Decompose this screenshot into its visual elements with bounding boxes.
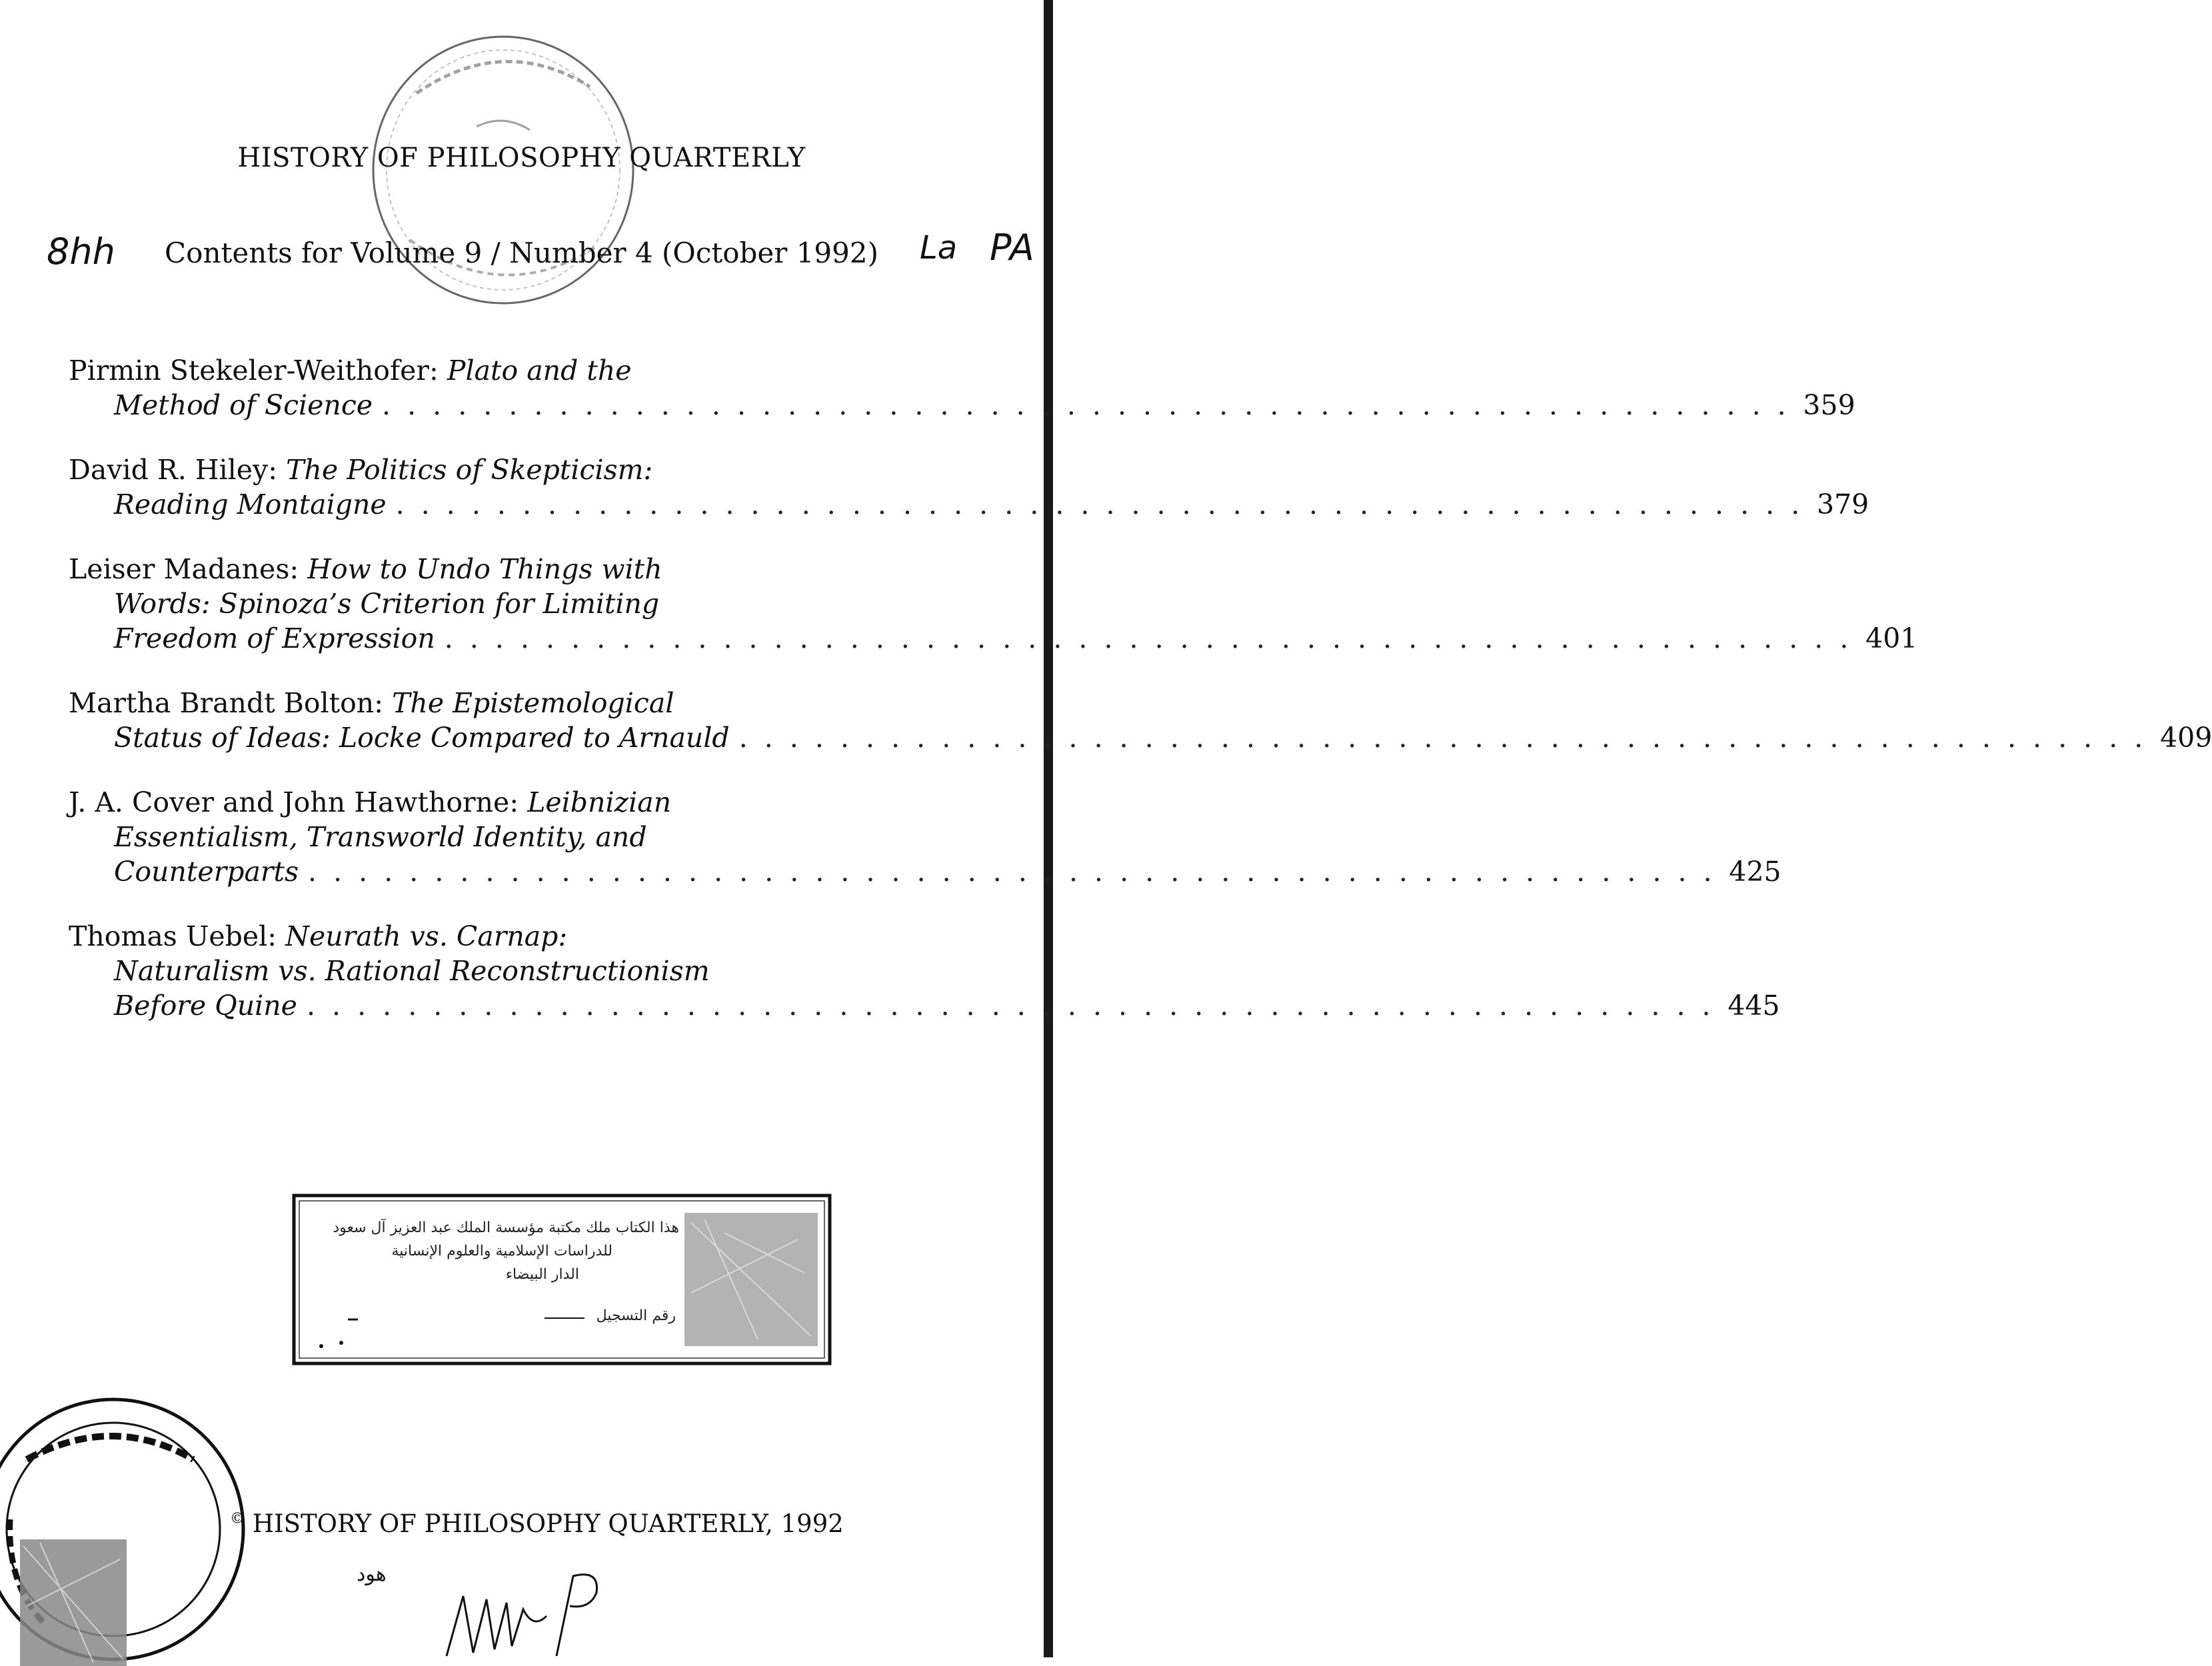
toc-first-line <box>69 686 982 720</box>
article-title-part: The Epistemological <box>392 687 674 719</box>
article-title-part: Method of Science <box>114 389 373 421</box>
dot-leader: . . . . . . . . . . . . . . . . . . . . . . . . . . . . . . . . . . . . . . . . . . . . . . . . . . . . . . . . <box>738 722 2147 754</box>
article-title-part: The Politics of Skepticism: <box>286 454 653 486</box>
page-number: 445 <box>1727 990 1780 1022</box>
article-author: Thomas Uebel: <box>69 920 277 952</box>
toc-last-line <box>69 487 1869 522</box>
page-number: 425 <box>1729 856 1781 888</box>
toc-last-line <box>69 854 1781 889</box>
stamp-line-2: للدراسات الإسلامية والعلوم الإنسانية <box>391 1243 612 1259</box>
handwritten-annotation-left: 8ℎℎ <box>47 231 115 273</box>
toc-middle-line <box>69 586 982 621</box>
handwritten-arabic-note: هود <box>357 1563 387 1586</box>
toc-entry <box>69 919 1780 1023</box>
article-title-part: Essentialism, Transworld Identity, and <box>114 821 647 853</box>
dot-leader: . . . . . . . . . . . . . . . . . . . . . . . . . . . . . . . . . . . . . . . . . . . . . . . . . . . . . . . . <box>306 990 1715 1022</box>
copyright-symbol: © <box>230 1510 245 1527</box>
toc-middle-line <box>69 954 982 988</box>
article-title-part: Counterparts <box>114 856 299 888</box>
dot-leader: . . . . . . . . . . . . . . . . . . . . . . . . . . . . . . . . . . . . . . . . . . . . . . . . . . . . . . . . <box>444 622 1853 654</box>
toc-last-line <box>69 988 1780 1023</box>
toc-entry <box>69 552 1918 656</box>
page-number: 379 <box>1817 488 1869 520</box>
toc-first-line <box>69 785 982 820</box>
toc-entry <box>69 785 1781 889</box>
article-title-part: Naturalism vs. Rational Reconstructionism <box>114 955 710 987</box>
journal-title: HISTORY OF PHILOSOPHY QUARTERLY <box>237 143 806 173</box>
toc-first-line <box>69 353 982 388</box>
toc-first-line <box>69 919 982 954</box>
toc-middle-line <box>69 820 982 854</box>
article-title-part: Words: Spinoza’s Criterion for Limiting <box>114 588 660 620</box>
toc-first-line <box>69 552 982 586</box>
article-author: Martha Brandt Bolton: <box>69 687 384 719</box>
toc-last-line <box>69 621 1918 656</box>
handwritten-signature <box>433 1569 646 1663</box>
article-title-part: Plato and the <box>447 355 632 387</box>
article-author: Leiser Madanes: <box>69 553 299 585</box>
article-title-part: Reading Montaigne <box>114 488 387 520</box>
circular-library-stamp-bottom <box>0 1386 253 1666</box>
dot-leader: . . . . . . . . . . . . . . . . . . . . . . . . . . . . . . . . . . . . . . . . . . . . . . . . . . . . . . . . <box>382 389 1790 421</box>
stamp-registration-label: رقم التسجيل <box>596 1307 676 1324</box>
dot-leader: . . . . . . . . . . . . . . . . . . . . . . . . . . . . . . . . . . . . . . . . . . . . . . . . . . . . . . . . <box>395 488 1804 520</box>
toc-first-line <box>69 452 982 487</box>
copyright-text: HISTORY OF PHILOSOPHY QUARTERLY, 1992 <box>252 1509 844 1538</box>
page-edge-border <box>1044 0 1053 1657</box>
article-title-part: Status of Ideas: Locke Compared to Arnauld <box>114 722 730 754</box>
stamp-line-3: الدار البيضاء <box>505 1266 579 1283</box>
stamp-line-1: هذا الكتاب ملك مكتبة مؤسسة الملك عبد العزيز آل سعود <box>333 1220 679 1236</box>
handwritten-annotation-right-b: PA <box>990 227 1034 269</box>
toc-entry <box>69 686 2212 755</box>
article-title-part: Neurath vs. Carnap: <box>285 920 568 952</box>
page-number: 409 <box>2160 722 2212 754</box>
contents-heading: Contents for Volume 9 / Number 4 (October 1992) <box>165 237 878 269</box>
article-title-part: Freedom of Expression <box>114 622 435 654</box>
article-author: J. A. Cover and John Hawthorne: <box>69 786 519 818</box>
table-of-contents <box>69 353 2212 1053</box>
toc-last-line <box>69 720 2212 755</box>
article-title-part: Leibnizian <box>527 786 672 818</box>
toc-entry <box>69 452 1869 522</box>
dot-leader: . . . . . . . . . . . . . . . . . . . . . . . . . . . . . . . . . . . . . . . . . . . . . . . . . . . . . . . . <box>308 856 1716 888</box>
page-number: 359 <box>1803 389 1855 421</box>
library-ownership-stamp <box>291 1193 832 1366</box>
article-author: Pirmin Stekeler-Weithofer: <box>69 355 439 387</box>
page-number: 401 <box>1865 622 1918 654</box>
handwritten-annotation-right-a: La <box>920 229 958 267</box>
article-author: David R. Hiley: <box>69 454 278 486</box>
toc-last-line <box>69 388 1855 422</box>
copyright-notice <box>230 1509 844 1538</box>
article-title-part: Before Quine <box>114 990 297 1022</box>
toc-entry <box>69 353 1855 422</box>
article-title-part: How to Undo Things with <box>307 553 662 585</box>
